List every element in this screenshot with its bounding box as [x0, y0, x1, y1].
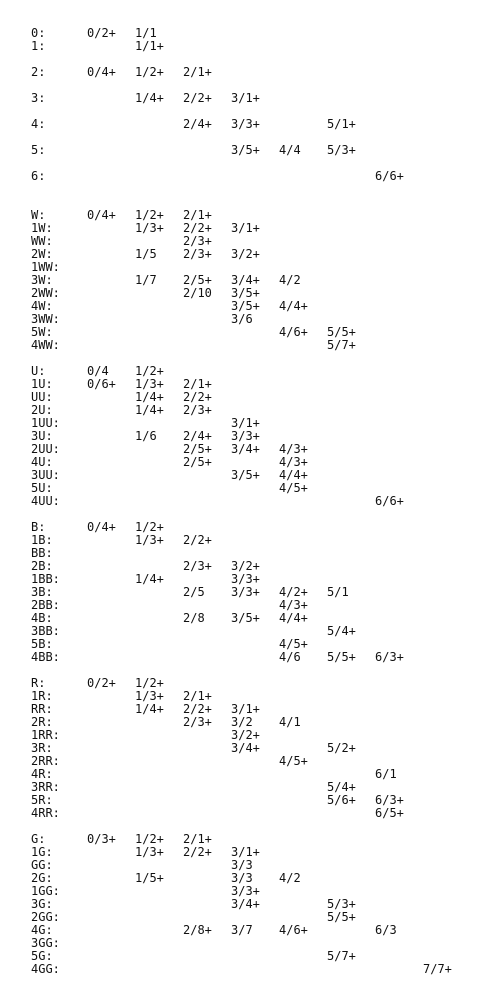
row-label: 5W:	[31, 325, 53, 339]
row-label: 4BB:	[31, 650, 60, 664]
table-cell: 4/4+	[279, 611, 308, 625]
table-cell: 3/3+	[231, 572, 260, 586]
table-cell: 2/2+	[183, 390, 212, 404]
table-cell: 2/4+	[183, 117, 212, 131]
table-cell: 4/3+	[279, 598, 308, 612]
row-label: 2UU:	[31, 442, 60, 456]
row-label: 3UU:	[31, 468, 60, 482]
table-cell: 6/3+	[375, 650, 404, 664]
table-cell: 3/3	[231, 871, 253, 885]
row-label: 1GG:	[31, 884, 60, 898]
table-cell: 1/2+	[135, 208, 164, 222]
table-cell: 3/2	[231, 715, 253, 729]
table-cell: 4/2	[279, 871, 301, 885]
table-cell: 5/4+	[327, 624, 356, 638]
table-cell: 3/1+	[231, 91, 260, 105]
table-cell: 3/1+	[231, 845, 260, 859]
row-label: 2RR:	[31, 754, 60, 768]
table-cell: 2/2+	[183, 702, 212, 716]
row-label: 5U:	[31, 481, 53, 495]
row-label: 1WW:	[31, 260, 60, 274]
table-cell: 2/10	[183, 286, 212, 300]
row-label: 3RR:	[31, 780, 60, 794]
table-cell: 4/2	[279, 273, 301, 287]
table-cell: 2/5+	[183, 442, 212, 456]
table-cell: 3/7	[231, 923, 253, 937]
row-label: 2U:	[31, 403, 53, 417]
table-cell: 5/1	[327, 585, 349, 599]
table-cell: 5/1+	[327, 117, 356, 131]
row-label: 3G:	[31, 897, 53, 911]
row-label: 5G:	[31, 949, 53, 963]
row-label: 3:	[31, 91, 46, 105]
table-cell: 1/7	[135, 273, 157, 287]
table-cell: 1/2+	[135, 520, 164, 534]
row-label: 4W:	[31, 299, 53, 313]
row-label: 3WW:	[31, 312, 60, 326]
table-cell: 2/3+	[183, 234, 212, 248]
table-cell: 4/2+	[279, 585, 308, 599]
table-cell: 4/4+	[279, 299, 308, 313]
row-label: 6:	[31, 169, 46, 183]
table-cell: 2/1+	[183, 832, 212, 846]
table-cell: 3/2+	[231, 247, 260, 261]
row-label: 1U:	[31, 377, 53, 391]
table-cell: 4/6+	[279, 325, 308, 339]
table-cell: 3/4+	[231, 897, 260, 911]
table-cell: 5/4+	[327, 780, 356, 794]
table-cell: 0/2+	[87, 26, 116, 40]
row-label: 4UU:	[31, 494, 60, 508]
table-cell: 3/1+	[231, 702, 260, 716]
table-cell: 6/3+	[375, 793, 404, 807]
row-label: 3R:	[31, 741, 53, 755]
table-cell: 5/5+	[327, 325, 356, 339]
table-cell: 3/1+	[231, 221, 260, 235]
row-label: 0:	[31, 26, 46, 40]
row-label: 4B:	[31, 611, 53, 625]
table-cell: 3/4+	[231, 442, 260, 456]
row-label: RR:	[31, 702, 53, 716]
row-label: 2B:	[31, 559, 53, 573]
table-cell: 1/1	[135, 26, 157, 40]
table-cell: 4/1	[279, 715, 301, 729]
row-label: 1B:	[31, 533, 53, 547]
table-cell: 0/4+	[87, 520, 116, 534]
table-cell: 5/5+	[327, 650, 356, 664]
row-label: BB:	[31, 546, 53, 560]
table-cell: 4/6	[279, 650, 301, 664]
table-cell: 4/6+	[279, 923, 308, 937]
table-cell: 0/4+	[87, 208, 116, 222]
row-label: 1:	[31, 39, 46, 53]
row-label: 2WW:	[31, 286, 60, 300]
table-cell: 3/2+	[231, 559, 260, 573]
row-label: 1RR:	[31, 728, 60, 742]
table-cell: 0/4	[87, 364, 109, 378]
table-cell: 1/3+	[135, 689, 164, 703]
table-cell: 3/4+	[231, 273, 260, 287]
table-cell: 3/5+	[231, 299, 260, 313]
table-cell: 1/2+	[135, 832, 164, 846]
row-label: 5B:	[31, 637, 53, 651]
table-cell: 1/4+	[135, 390, 164, 404]
row-label: WW:	[31, 234, 53, 248]
table-cell: 1/2+	[135, 676, 164, 690]
table-cell: 3/3+	[231, 117, 260, 131]
row-label: 4WW:	[31, 338, 60, 352]
table-cell: 1/4+	[135, 572, 164, 586]
table-cell: 6/3	[375, 923, 397, 937]
table-cell: 6/6+	[375, 494, 404, 508]
table-cell: 5/7+	[327, 338, 356, 352]
table-cell: 2/3+	[183, 403, 212, 417]
table-cell: 1/4+	[135, 702, 164, 716]
row-label: GG:	[31, 858, 53, 872]
table-cell: 2/2+	[183, 845, 212, 859]
table-cell: 5/3+	[327, 143, 356, 157]
row-label: 3W:	[31, 273, 53, 287]
table-cell: 2/5	[183, 585, 205, 599]
row-label: 2W:	[31, 247, 53, 261]
table-cell: 4/3+	[279, 442, 308, 456]
table-cell: 3/3	[231, 858, 253, 872]
table-cell: 6/1	[375, 767, 397, 781]
row-label: 5:	[31, 143, 46, 157]
table-cell: 2/3+	[183, 559, 212, 573]
table-cell: 3/4+	[231, 741, 260, 755]
table-cell: 1/3+	[135, 845, 164, 859]
row-label: 5R:	[31, 793, 53, 807]
table-cell: 0/3+	[87, 832, 116, 846]
table-cell: 2/1+	[183, 689, 212, 703]
table-cell: 2/1+	[183, 377, 212, 391]
row-label: 3BB:	[31, 624, 60, 638]
table-cell: 2/5+	[183, 273, 212, 287]
table-cell: 3/3+	[231, 585, 260, 599]
table-cell: 4/5+	[279, 481, 308, 495]
table-cell: 5/3+	[327, 897, 356, 911]
table-cell: 4/5+	[279, 754, 308, 768]
table-cell: 2/1+	[183, 65, 212, 79]
table-cell: 3/2+	[231, 728, 260, 742]
table-cell: 4/4+	[279, 468, 308, 482]
table-cell: 1/4+	[135, 403, 164, 417]
row-label: 1G:	[31, 845, 53, 859]
row-label: 4:	[31, 117, 46, 131]
table-cell: 3/5+	[231, 143, 260, 157]
table-cell: 2/1+	[183, 208, 212, 222]
row-label: 3U:	[31, 429, 53, 443]
table-cell: 3/3+	[231, 884, 260, 898]
table-cell: 1/3+	[135, 221, 164, 235]
table-cell: 1/1+	[135, 39, 164, 53]
table-cell: 5/6+	[327, 793, 356, 807]
table-cell: 1/5	[135, 247, 157, 261]
row-label: 4U:	[31, 455, 53, 469]
table-cell: 3/6	[231, 312, 253, 326]
row-label: 1W:	[31, 221, 53, 235]
table-cell: 1/3+	[135, 533, 164, 547]
row-label: 2BB:	[31, 598, 60, 612]
row-label: 2:	[31, 65, 46, 79]
row-label: 4G:	[31, 923, 53, 937]
table-cell: 1/2+	[135, 364, 164, 378]
row-label: 3B:	[31, 585, 53, 599]
table-cell: 3/3+	[231, 429, 260, 443]
table-cell: 5/5+	[327, 910, 356, 924]
table-cell: 2/3+	[183, 247, 212, 261]
table-cell: 2/2+	[183, 91, 212, 105]
row-label: G:	[31, 832, 46, 846]
row-label: 2G:	[31, 871, 53, 885]
table-cell: 6/6+	[375, 169, 404, 183]
table-cell: 3/5+	[231, 286, 260, 300]
table-cell: 2/8+	[183, 923, 212, 937]
table-cell: 3/5+	[231, 611, 260, 625]
table-cell: 7/7+	[423, 962, 452, 976]
table-cell: 1/2+	[135, 65, 164, 79]
row-label: R:	[31, 676, 46, 690]
row-label: U:	[31, 364, 46, 378]
table-cell: 5/7+	[327, 949, 356, 963]
row-label: 2R:	[31, 715, 53, 729]
table-cell: 4/3+	[279, 455, 308, 469]
table-cell: 5/2+	[327, 741, 356, 755]
row-label: 1UU:	[31, 416, 60, 430]
table-cell: 0/4+	[87, 65, 116, 79]
table-cell: 2/2+	[183, 221, 212, 235]
table-cell: 3/1+	[231, 416, 260, 430]
table-cell: 1/5+	[135, 871, 164, 885]
table-cell: 3/5+	[231, 468, 260, 482]
table-cell: 6/5+	[375, 806, 404, 820]
table-cell: 0/2+	[87, 676, 116, 690]
row-label: 1BB:	[31, 572, 60, 586]
table-cell: 1/4+	[135, 91, 164, 105]
table-cell: 1/3+	[135, 377, 164, 391]
table-cell: 1/6	[135, 429, 157, 443]
table-cell: 2/2+	[183, 533, 212, 547]
row-label: W:	[31, 208, 46, 222]
row-label: 1R:	[31, 689, 53, 703]
table-cell: 2/4+	[183, 429, 212, 443]
table-cell: 2/5+	[183, 455, 212, 469]
row-label: 2GG:	[31, 910, 60, 924]
table-cell: 4/5+	[279, 637, 308, 651]
row-label: 4RR:	[31, 806, 60, 820]
row-label: B:	[31, 520, 46, 534]
table-cell: 2/8	[183, 611, 205, 625]
table-cell: 0/6+	[87, 377, 116, 391]
row-label: 3GG:	[31, 936, 60, 950]
table-cell: 4/4	[279, 143, 301, 157]
table-cell: 2/3+	[183, 715, 212, 729]
row-label: 4GG:	[31, 962, 60, 976]
row-label: UU:	[31, 390, 53, 404]
row-label: 4R:	[31, 767, 53, 781]
